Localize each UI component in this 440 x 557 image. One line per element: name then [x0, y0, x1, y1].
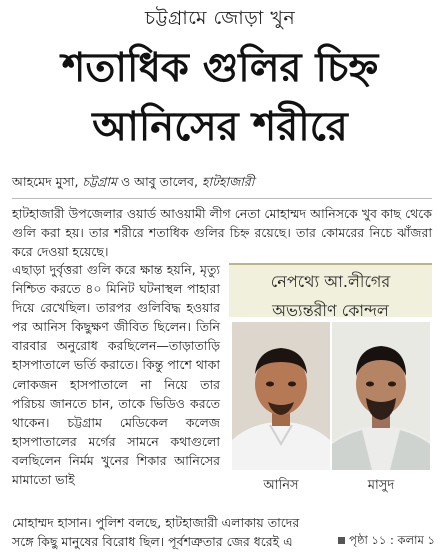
article-paragraph-column: এছাড়া দুর্বৃত্তরা গুলি করে ক্ষান্ত হয়নি, মৃত্যু নিশ্চিত করতে ৪০ মিনিট ঘটনাস্থল পাহারা দিয়ে রেখেছিল। তারপর গুলিবিদ্ধ হওয়ার পর আনিস কিছুক্ষণ জীবিত ছিলেন। তিনি বারবার অনুরোধ করছিলেন—তাড়াতাড়ি হাসপাতালে ভর্তি করাতে। কিন্তু পাশে থাকা লোকজন হাসপাতালে না নিয়ে তার পরিচয় জানতে চান, তাকে ভিডিও করতে থাকেন। চট্টগ্রাম মেডিকেল কলেজ হাসপাতালের মর্গের সামনে কথাগুলো বলছিলেন নির্মম খুনের শিকার আনিসের মামাতো ভাই	[12, 262, 220, 488]
article-paragraph-continued: মোহাম্মদ হাসান। পুলিশ বলছে, হাটহাজারী এলাকায় তাদের সঙ্গে কিছু মানুষের বিরোধ ছিল। পূর্বশত্রুতার জের ধরেই এ	[12, 515, 300, 549]
byline	[12, 174, 432, 199]
sidebar-teaser-box[interactable]	[229, 263, 432, 320]
photo-caption-masud: মাসুদ	[367, 478, 395, 493]
photo-masud	[332, 322, 430, 470]
byline-place-1: চট্টগ্রাম	[82, 174, 117, 189]
square-bullet-icon	[338, 537, 345, 544]
sidebar-teaser-line-1: নেপথ্যে আ.লীগের	[270, 272, 391, 291]
portrait-anis-image	[232, 322, 330, 470]
headline-line-1: শতাধিক গুলির চিহ্ন	[61, 45, 379, 91]
byline-place-2: হাটহাজারী	[201, 174, 255, 189]
photo-caption-anis: আনিস	[263, 478, 299, 493]
kicker-headline: চট্টগ্রামে জোড়া খুন	[144, 7, 296, 29]
headline-line-2: আনিসের শরীরে	[92, 104, 348, 150]
byline-author-2: আবু তালেব,	[134, 174, 202, 189]
continued-page-reference[interactable]	[317, 532, 435, 551]
sidebar-teaser-line-2: অভ্যন্তরীণ কোন্দল	[272, 301, 389, 320]
photo-anis	[232, 322, 330, 470]
portrait-masud-image	[332, 322, 430, 470]
article-paragraph-intro: হাটহাজারী উপজেলার ওয়ার্ড আওয়ামী লীগ নেতা মোহাম্মদ আনিসকে খুব কাছ থেকে গুলি করা হয়। তার শরীরে শতাধিক গুলির চিহ্ন রয়েছে। তার কোমরের নিচে ঝাঁজরা করে দেওয়া হয়েছে।	[12, 206, 432, 259]
byline-author-1: আহমেদ মুসা,	[12, 174, 83, 189]
byline-conjunction: ও	[116, 174, 135, 189]
page-reference-text: পৃষ্ঠা ১১ : কলাম ১	[349, 533, 435, 547]
